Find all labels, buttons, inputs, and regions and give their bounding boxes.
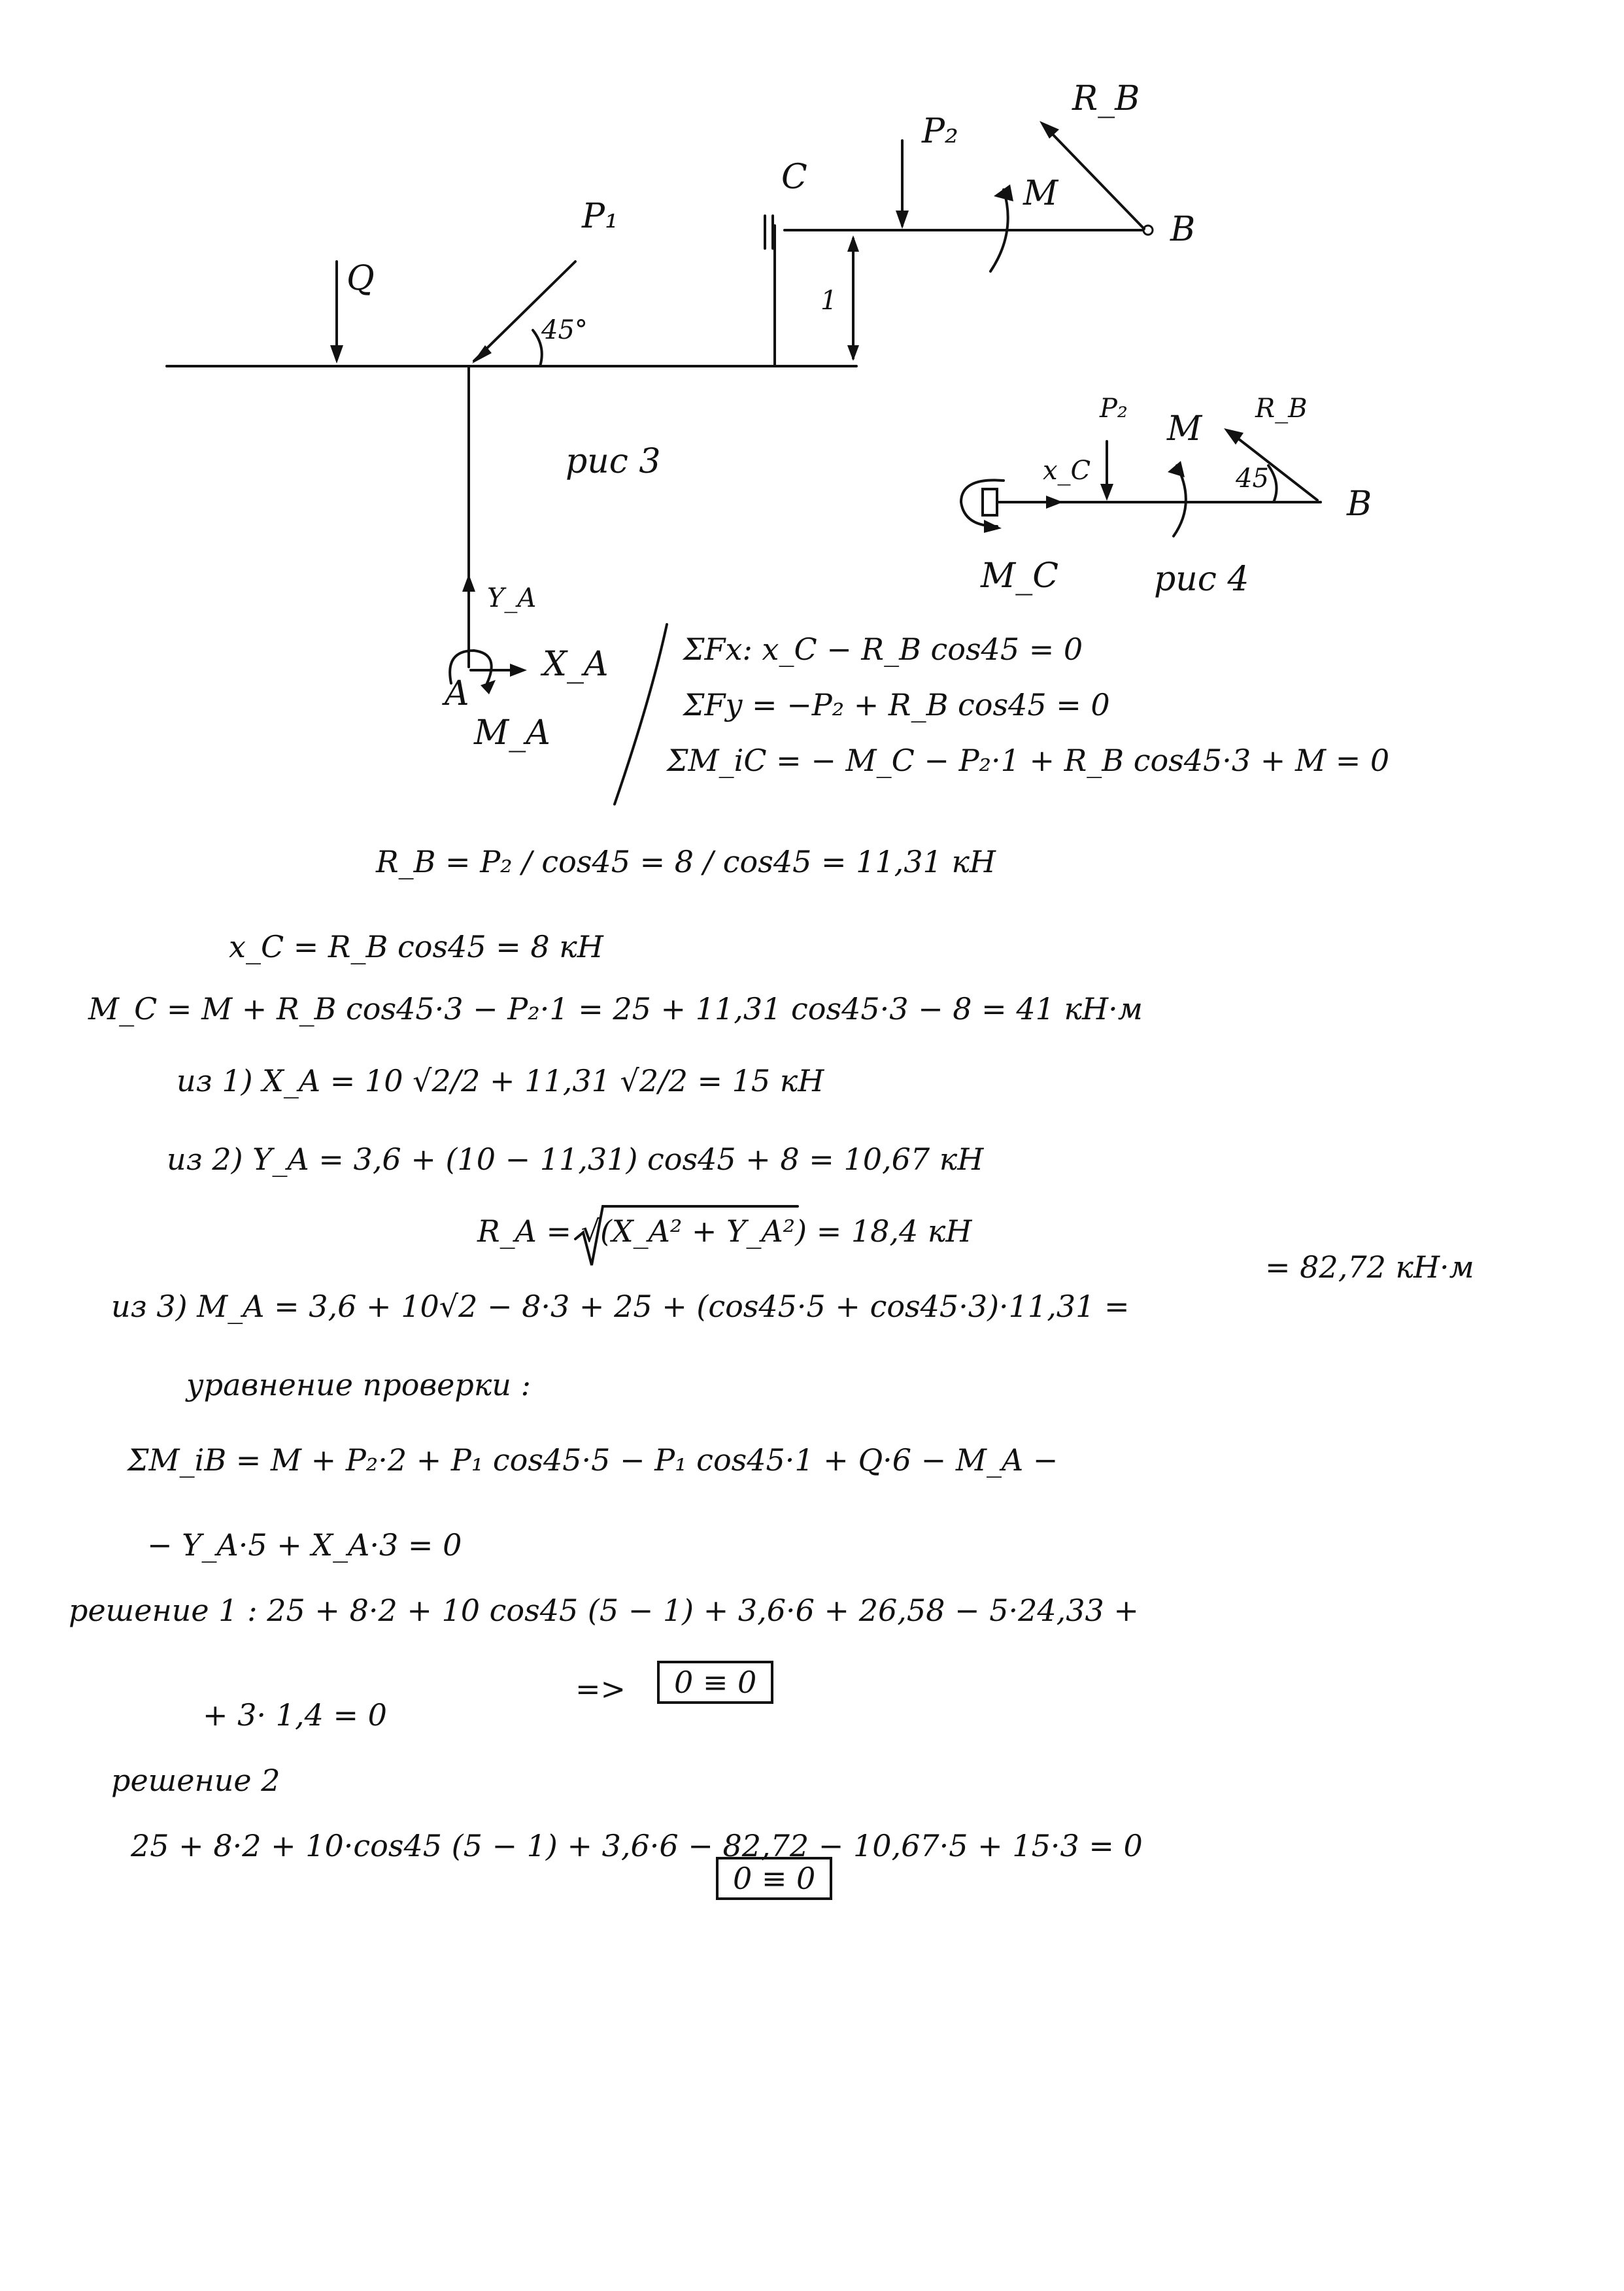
label-m: M bbox=[1023, 174, 1058, 213]
system-brace bbox=[615, 624, 667, 804]
label-angle-45: 45° bbox=[541, 315, 588, 345]
solution-ma-result: = 82,72 кН·м bbox=[1265, 1249, 1474, 1285]
label-dim-1: 1 bbox=[820, 286, 837, 316]
check-solution-2: 25 + 8·2 + 10·cos45 (5 − 1) + 3,6·6 − 82,72 − 10,67·5 + 15·3 = 0 bbox=[131, 1828, 1143, 1863]
fig4-label-angle: 45 bbox=[1236, 464, 1269, 494]
fig4-label-m: M bbox=[1167, 409, 1202, 449]
fig4-mc-head bbox=[984, 520, 1002, 533]
check-heading: уравнение проверки : bbox=[186, 1367, 532, 1402]
fig4-label-b: B bbox=[1347, 484, 1372, 524]
label-ma: M_A bbox=[474, 713, 550, 753]
check-solution-1-end: + 3· 1,4 = 0 bbox=[203, 1697, 387, 1733]
fig4-angle-arc bbox=[1268, 466, 1277, 502]
label-q: Q bbox=[347, 259, 375, 298]
fig4-rb-head bbox=[1224, 428, 1243, 445]
force-p1-arrow bbox=[474, 262, 575, 361]
solution-xc: x_C = R_B cos45 = 8 кН bbox=[229, 929, 603, 964]
equation-sum-mc: ΣM_iC = − M_C − P₂·1 + R_B cos45·3 + M = 0 bbox=[667, 743, 1390, 778]
label-p2: P₂ bbox=[922, 112, 958, 151]
angle-45-arc bbox=[533, 330, 542, 366]
check-equation: ΣM_iB = M + P₂·2 + P₁ cos45·5 − P₁ cos45·1 + Q·6 − M_A − bbox=[127, 1442, 1058, 1478]
label-ya: Y_A bbox=[487, 583, 537, 613]
result-box-2: 0 ≡ 0 bbox=[716, 1857, 832, 1900]
fig4-label-xc: x_C bbox=[1043, 456, 1091, 486]
label-a: A bbox=[445, 674, 469, 713]
force-q-head bbox=[330, 345, 343, 364]
label-xa: X_A bbox=[543, 645, 609, 684]
check-solution-1: решение 1 : 25 + 8·2 + 10 cos45 (5 − 1) + 3,6·6 + 26,58 − 5·24,33 + bbox=[69, 1593, 1139, 1628]
fig4-support-c bbox=[983, 489, 997, 515]
dim-head-bottom bbox=[847, 345, 859, 361]
label-b: B bbox=[1170, 210, 1196, 249]
fig4-m-head bbox=[1168, 461, 1185, 477]
force-rb-head bbox=[1040, 121, 1059, 139]
solution-ra: R_A = √(X_A² + Y_A²) = 18,4 кН bbox=[477, 1213, 972, 1249]
solution-ma: из 3) M_A = 3,6 + 10√2 − 8·3 + 25 + (cos45·5 + cos45·3)·11,31 = bbox=[111, 1289, 1130, 1324]
force-ya-head bbox=[462, 574, 475, 592]
implies-arrow: => bbox=[575, 1671, 626, 1706]
caption-fig4: рис 4 bbox=[1154, 560, 1249, 599]
result-box-1: 0 ≡ 0 bbox=[657, 1661, 773, 1704]
solution-xa: из 1) X_A = 10 √2/2 + 11,31 √2/2 = 15 кН bbox=[177, 1063, 824, 1098]
dim-head-top bbox=[847, 235, 859, 252]
pin-b bbox=[1143, 226, 1153, 235]
equation-sum-fx: ΣFx: x_C − R_B cos45 = 0 bbox=[683, 632, 1083, 667]
label-rb: R_B bbox=[1072, 79, 1140, 118]
fig4-xc-head bbox=[1046, 496, 1063, 509]
fig4-label-p2: P₂ bbox=[1100, 394, 1128, 424]
force-p2-head bbox=[896, 211, 909, 229]
caption-fig3: рис 3 bbox=[566, 442, 661, 481]
check-equation-cont: − Y_A·5 + X_A·3 = 0 bbox=[147, 1527, 462, 1563]
force-rb-arrow bbox=[1046, 127, 1144, 229]
equation-sum-fy: ΣFy = −P₂ + R_B cos45 = 0 bbox=[683, 687, 1110, 722]
label-c: C bbox=[781, 158, 807, 197]
solution-ya: из 2) Y_A = 3,6 + (10 − 11,31) cos45 + 8 = 10,67 кН bbox=[167, 1142, 984, 1177]
fig4-label-mc: M_C bbox=[981, 556, 1059, 596]
moment-m-head bbox=[994, 184, 1013, 201]
force-xa-head bbox=[510, 664, 527, 677]
check-solution-2-heading: решение 2 bbox=[111, 1763, 280, 1798]
solution-mc: M_C = M + R_B cos45·3 − P₂·1 = 25 + 11,31 cos45·3 − 8 = 41 кН·м bbox=[88, 991, 1143, 1027]
fig4-p2-head bbox=[1100, 484, 1113, 501]
fig4-label-rb: R_B bbox=[1255, 394, 1308, 424]
solution-rb: R_B = P₂ / cos45 = 8 / cos45 = 11,31 кН bbox=[376, 844, 996, 879]
label-p1: P₁ bbox=[582, 197, 618, 236]
